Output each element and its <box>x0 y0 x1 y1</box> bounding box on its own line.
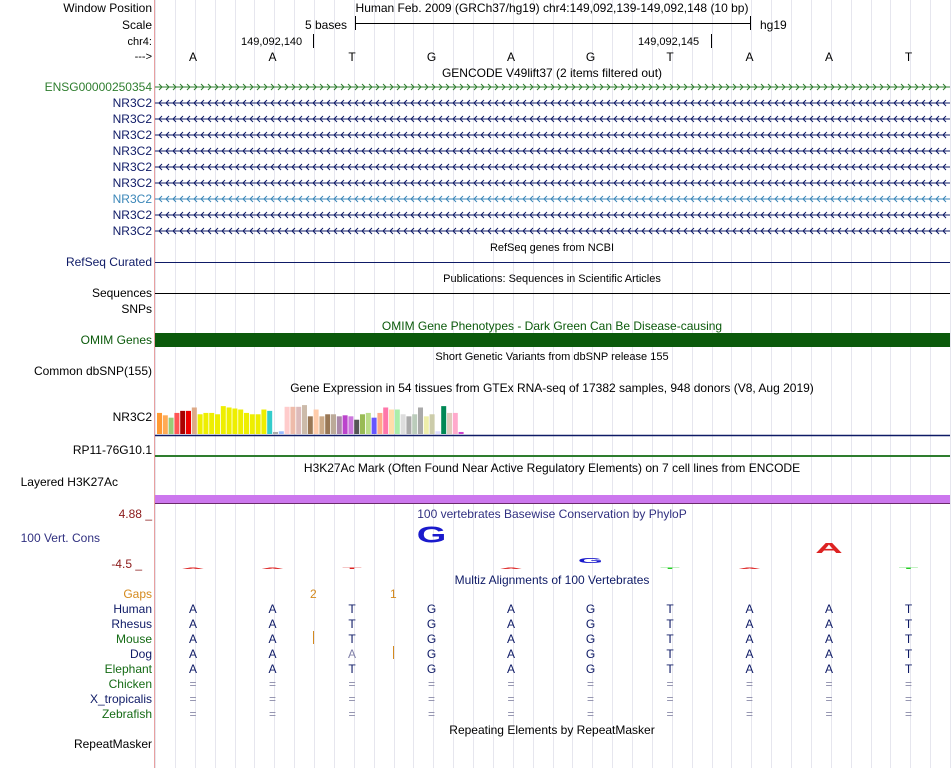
alignment-base: A <box>268 662 277 676</box>
gtex-tissue-bar[interactable] <box>435 431 440 434</box>
alignment-base: = <box>427 707 435 721</box>
gtex-tissue-bar[interactable] <box>209 413 214 434</box>
repeatmasker-label[interactable]: RepeatMasker <box>73 737 152 751</box>
alignment-base: A <box>824 662 833 676</box>
gaps-label: Gaps <box>123 587 152 601</box>
phylop-score-glyph: A <box>499 567 523 570</box>
layered-h3k27ac-label[interactable]: Layered H3K27Ac <box>20 475 118 489</box>
gap-count-2: 2 <box>310 587 317 601</box>
alignment-base: T <box>904 617 913 631</box>
track-content <box>155 0 950 768</box>
alignment-base: = <box>586 677 594 691</box>
gtex-tissue-bar[interactable] <box>389 410 394 434</box>
alignment-base: = <box>348 692 356 706</box>
alignment-base: = <box>904 677 912 691</box>
ref-base: A <box>824 50 833 64</box>
omim-title[interactable]: OMIM Gene Phenotypes - Dark Green Can Be Disease-causing <box>381 319 723 333</box>
gtex-tissue-bar[interactable] <box>325 414 330 434</box>
ref-base: A <box>745 50 754 64</box>
phylop-score-glyph: T <box>342 567 362 570</box>
phylop-min-label: -4.5 _ <box>111 557 142 571</box>
coord-right-tick <box>711 34 712 48</box>
gtex-tissue-bar[interactable] <box>418 407 423 434</box>
alignment-base: T <box>904 632 913 646</box>
gtex-tissue-bar[interactable] <box>331 414 336 434</box>
refseq-line <box>155 262 950 263</box>
alignment-base: A <box>745 602 754 616</box>
gtex-tissue-bar[interactable] <box>377 413 382 434</box>
alignment-base: A <box>745 647 754 661</box>
alignment-base: = <box>586 692 594 706</box>
gtex-tissue-bar[interactable] <box>186 411 191 434</box>
sequences-label[interactable]: Sequences <box>91 286 152 300</box>
phylop-score-glyph: G <box>416 521 447 548</box>
omim-bar[interactable] <box>155 333 950 347</box>
ref-base: A <box>188 50 197 64</box>
alignment-base: A <box>268 617 277 631</box>
alignment-base: A <box>188 662 197 676</box>
alignment-base: G <box>426 662 437 676</box>
forward-transcript[interactable] <box>155 84 950 90</box>
alignment-base: = <box>507 677 515 691</box>
gtex-tissue-bar[interactable] <box>430 414 435 434</box>
alignment-base: T <box>666 617 674 631</box>
gap-count-1: 1 <box>390 587 397 601</box>
gtex-tissue-bar[interactable] <box>354 420 359 434</box>
coord-right: 149,092,145 <box>638 36 700 48</box>
gtex-tissue-bar[interactable] <box>203 413 208 434</box>
gtex-tissue-bar[interactable] <box>337 416 342 434</box>
gtex-tissue-bar[interactable] <box>163 415 168 434</box>
alignment-base: = <box>189 677 197 691</box>
gencode-track-label[interactable]: NR3C2 <box>112 176 152 190</box>
gencode-track-label[interactable]: NR3C2 <box>112 224 152 238</box>
alignment-base: = <box>745 692 753 706</box>
alignment-base: A <box>188 647 197 661</box>
reverse-transcript[interactable] <box>155 164 950 170</box>
alignment-base: G <box>426 617 437 631</box>
alignment-base: T <box>348 662 356 676</box>
ref-base: T <box>904 50 913 64</box>
gtex-tissue-bar[interactable] <box>180 411 185 434</box>
alignment-base: G <box>585 617 596 631</box>
alignment-base: G <box>426 647 437 661</box>
alignment-base: G <box>585 662 596 676</box>
alignment-base: A <box>824 602 833 616</box>
gencode-track-label[interactable]: NR3C2 <box>112 112 152 126</box>
alignment-base: = <box>825 707 833 721</box>
phylop-score-glyph: A <box>260 567 285 570</box>
alignment-base: T <box>666 632 674 646</box>
refseq-title[interactable]: RefSeq genes from NCBI <box>489 242 615 254</box>
reverse-transcript[interactable] <box>155 116 950 122</box>
alignment-base: A <box>347 647 356 661</box>
alignment-base: A <box>268 602 277 616</box>
phylop-score-glyph: A <box>181 567 205 570</box>
alignment-base: G <box>585 632 596 646</box>
refseq-curated-label[interactable]: RefSeq Curated <box>65 255 152 269</box>
alignment-base: T <box>666 647 674 661</box>
gtex-tissue-bar[interactable] <box>227 407 232 434</box>
alignment-base: A <box>188 617 197 631</box>
gtex-tissue-bar[interactable] <box>244 413 249 434</box>
reverse-transcript[interactable] <box>155 228 950 234</box>
reverse-transcript[interactable] <box>155 100 950 106</box>
gtex-tissue-bar[interactable] <box>285 407 290 434</box>
species-label[interactable]: Chicken <box>108 677 152 691</box>
gencode-track-label[interactable]: NR3C2 <box>112 208 152 222</box>
phylop-score-glyph: G <box>578 556 603 565</box>
gtex-tissue-bar[interactable] <box>308 416 313 434</box>
alignment-base: T <box>348 617 356 631</box>
alignment-base: A <box>506 647 515 661</box>
alignment-base: = <box>348 677 356 691</box>
gtex-tissue-bar[interactable] <box>192 407 197 434</box>
gtex-tissue-bar[interactable] <box>319 416 324 434</box>
snps-label[interactable]: SNPs <box>121 302 152 316</box>
gtex-tissue-bar[interactable] <box>296 407 301 434</box>
alignment-base: A <box>824 617 833 631</box>
gtex-tissue-bar[interactable] <box>441 406 446 434</box>
alignment-base: = <box>825 692 833 706</box>
alignment-base: T <box>904 662 913 676</box>
scale-bar <box>355 23 750 24</box>
gencode-track-label[interactable]: NR3C2 <box>112 144 152 158</box>
gencode-track-label[interactable]: ENSG00000250354 <box>44 80 152 94</box>
alignment-base: = <box>586 707 594 721</box>
species-label[interactable]: Rhesus <box>111 617 152 631</box>
alignment-base: = <box>904 692 912 706</box>
gtex-tissue-bar[interactable] <box>343 415 348 434</box>
gtex-tissue-bar[interactable] <box>157 413 162 434</box>
phylop-score-glyph: A <box>815 540 843 557</box>
reverse-transcript[interactable] <box>155 180 950 186</box>
window-position-label: Window Position <box>63 1 152 15</box>
track-label-column <box>0 0 154 768</box>
alignment-base: G <box>585 602 596 616</box>
alignment-base: T <box>666 602 674 616</box>
multiz-title[interactable]: Multiz Alignments of 100 Vertebrates <box>454 573 650 587</box>
ref-base: A <box>268 50 277 64</box>
gtex-gene-label[interactable]: NR3C2 <box>112 410 152 424</box>
scale-text: 5 bases <box>305 18 348 32</box>
alignment-base: = <box>427 677 435 691</box>
species-label[interactable]: X_tropicalis <box>89 692 152 706</box>
gtex-tissue-bar[interactable] <box>453 413 458 434</box>
alignment-base: G <box>426 632 437 646</box>
gtex-tissue-bar[interactable] <box>169 418 174 434</box>
gencode-tracks[interactable] <box>155 80 950 240</box>
gtex-tissue-bar[interactable] <box>447 413 452 434</box>
alignment-base: = <box>825 677 833 691</box>
omim-genes-label[interactable]: OMIM Genes <box>80 333 152 347</box>
alignment-base: A <box>824 647 833 661</box>
gtex-tissue-bar[interactable] <box>314 410 319 434</box>
gencode-title[interactable]: GENCODE V49lift37 (2 items filtered out) <box>441 66 663 80</box>
alignment-base: A <box>506 632 515 646</box>
assembly-label: hg19 <box>760 18 787 32</box>
gencode-track-label[interactable]: NR3C2 <box>112 160 152 174</box>
alignment-base: = <box>189 707 197 721</box>
reverse-transcript[interactable] <box>155 132 950 138</box>
gtex-tissue-bar[interactable] <box>256 414 261 434</box>
reverse-transcript[interactable] <box>155 196 950 202</box>
alignment-base: = <box>268 692 276 706</box>
alignment-base: = <box>427 692 435 706</box>
rp11-line[interactable] <box>155 455 950 457</box>
alignment-base: T <box>666 662 674 676</box>
gtex-tissue-bar[interactable] <box>290 407 295 434</box>
alignment-base: A <box>506 602 515 616</box>
gtex-tissue-bar[interactable] <box>221 406 226 434</box>
gencode-track-label[interactable]: NR3C2 <box>112 96 152 110</box>
window-position-value: Human Feb. 2009 (GRCh37/hg19) chr4:149,092,139-149,092,148 (10 bp) <box>355 1 749 15</box>
ref-base: A <box>506 50 515 64</box>
alignment-base: T <box>904 647 913 661</box>
dog-insertion-marker <box>393 646 394 659</box>
species-label[interactable]: Human <box>113 602 152 616</box>
gtex-tissue-bar[interactable] <box>366 413 371 434</box>
alignment-base: = <box>904 707 912 721</box>
publications-title[interactable]: Publications: Sequences in Scientific Articles <box>443 273 661 285</box>
reverse-transcript[interactable] <box>155 212 950 218</box>
gtex-tissue-bar[interactable] <box>406 416 411 434</box>
scale-label: Scale <box>121 18 152 32</box>
gencode-track-label[interactable]: NR3C2 <box>112 128 152 142</box>
species-label[interactable]: Elephant <box>104 662 152 676</box>
phylop-score-glyph: T <box>660 567 680 570</box>
gtex-tissue-bar[interactable] <box>267 411 272 434</box>
strand-label: ---> <box>134 51 152 63</box>
gtex-tissue-bar[interactable] <box>273 432 278 434</box>
alignment-base: T <box>348 602 356 616</box>
alignment-base: A <box>188 602 197 616</box>
publications-line <box>155 293 950 294</box>
alignment-base: A <box>506 662 515 676</box>
alignment-base: A <box>745 632 754 646</box>
gtex-tissue-bar[interactable] <box>360 414 365 434</box>
gtex-tissue-bar[interactable] <box>215 414 220 434</box>
alignment-base: A <box>824 632 833 646</box>
alignment-base: A <box>268 647 277 661</box>
gtex-tissue-bar[interactable] <box>174 413 179 434</box>
h3k27ac-baseline <box>155 503 950 504</box>
phylop-track-label[interactable]: 100 Vert. Cons <box>20 531 100 545</box>
alignment-base: = <box>745 677 753 691</box>
alignment-base: = <box>507 707 515 721</box>
phylop-chart[interactable] <box>155 520 950 570</box>
reverse-transcript[interactable] <box>155 148 950 154</box>
phylop-score-glyph: T <box>898 567 919 570</box>
coord-left-tick <box>313 34 314 48</box>
gtex-tissue-bar[interactable] <box>302 405 307 434</box>
gtex-tissue-bar[interactable] <box>401 414 406 434</box>
species-label[interactable]: Mouse <box>115 632 152 646</box>
alignment-base: = <box>507 692 515 706</box>
ref-base: T <box>666 50 674 64</box>
alignment-base: T <box>904 602 913 616</box>
alignment-base: = <box>666 692 674 706</box>
h3k27ac-bar[interactable] <box>155 495 950 503</box>
alignment-base: G <box>585 647 596 661</box>
alignment-base: = <box>745 707 753 721</box>
scale-bar-right-tick <box>750 16 751 30</box>
alignment-base: G <box>426 602 437 616</box>
alignment-base: A <box>268 632 277 646</box>
alignment-base: T <box>348 632 356 646</box>
gtex-tissue-bar[interactable] <box>459 432 464 434</box>
alignment-base: = <box>268 707 276 721</box>
gtex-tissue-bar[interactable] <box>372 418 377 434</box>
ref-base: G <box>585 50 596 64</box>
alignment-base: A <box>506 617 515 631</box>
gtex-tissue-bar[interactable] <box>232 409 237 435</box>
repeatmasker-title[interactable]: Repeating Elements by RepeatMasker <box>449 723 655 737</box>
chrom-label: chr4: <box>127 36 152 48</box>
phylop-title[interactable]: 100 vertebrates Basewise Conservation by PhyloP <box>417 507 687 521</box>
h3k27ac-title[interactable]: H3K27Ac Mark (Often Found Near Active Regulatory Elements) on 7 cell lines from ENCODE <box>303 461 801 475</box>
alignment-base: = <box>189 692 197 706</box>
phylop-score-glyph: A <box>737 567 762 570</box>
gtex-tissue-bar[interactable] <box>395 410 400 434</box>
alignment-base: = <box>666 707 674 721</box>
gtex-tissue-bar[interactable] <box>348 416 353 434</box>
gtex-tissue-bar[interactable] <box>279 431 284 434</box>
species-label[interactable]: Zebrafish <box>101 707 152 721</box>
rp11-label[interactable]: RP11-76G10.1 <box>72 443 152 457</box>
phylop-max-label: 4.88 _ <box>118 507 152 521</box>
gtex-tissue-bar[interactable] <box>238 410 243 434</box>
alignment-base: = <box>666 677 674 691</box>
ref-base: G <box>426 50 437 64</box>
gtex-chart[interactable] <box>155 394 950 439</box>
alignment-base: A <box>745 617 754 631</box>
mouse-insertion-marker <box>313 631 314 644</box>
coord-left: 149,092,140 <box>241 36 303 48</box>
gtex-tissue-bar[interactable] <box>412 414 417 434</box>
alignment-base: A <box>745 662 754 676</box>
gtex-tissue-bar[interactable] <box>198 414 203 434</box>
alignment-base: = <box>268 677 276 691</box>
dbsnp-title[interactable]: Short Genetic Variants from dbSNP release 155 <box>435 351 669 363</box>
gtex-tissue-bar[interactable] <box>250 414 255 434</box>
gtex-tissue-bar[interactable] <box>383 407 388 434</box>
alignment-base: A <box>188 632 197 646</box>
alignment-base: = <box>348 707 356 721</box>
gtex-tissue-bar[interactable] <box>261 410 266 434</box>
species-label[interactable]: Dog <box>129 647 152 661</box>
gtex-tissue-bar[interactable] <box>424 416 429 434</box>
common-dbsnp-label[interactable]: Common dbSNP(155) <box>33 364 152 378</box>
gtex-title[interactable]: Gene Expression in 54 tissues from GTEx RNA-seq of 17382 samples, 948 donors (V8, Aug 2019) <box>290 381 814 395</box>
ref-base: T <box>348 50 356 64</box>
gencode-track-label[interactable]: NR3C2 <box>112 192 152 206</box>
